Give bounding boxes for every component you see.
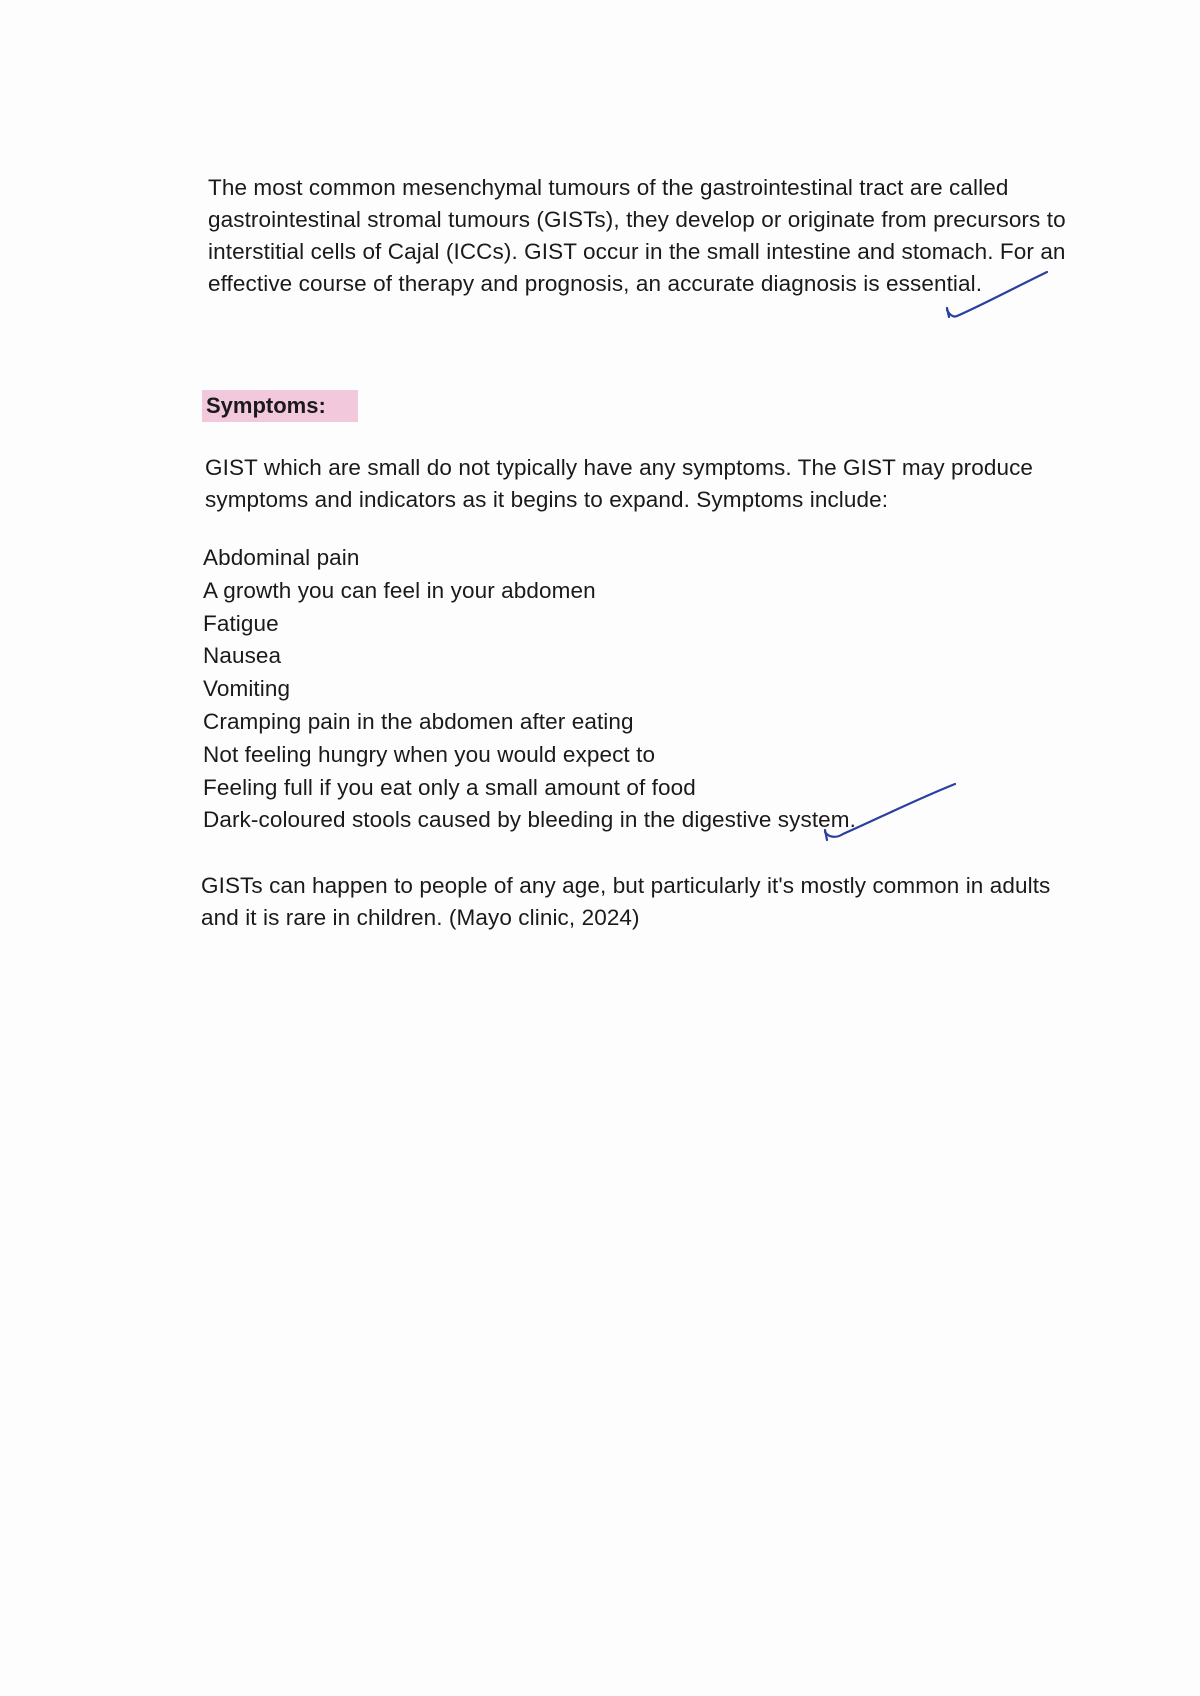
intro-line: The most common mesenchymal tumours of the gastrointestinal tract are called <box>208 175 1009 200</box>
symptoms-intro-line: GIST which are small do not typically have any symptoms. The GIST may produce <box>205 455 1034 480</box>
handwritten-checkmark-icon <box>815 780 965 850</box>
handwritten-checkmark-icon <box>935 268 1055 328</box>
list-item: Feeling full if you eat only a small amount of food <box>203 774 696 800</box>
list-item: A growth you can feel in your abdomen <box>203 577 596 603</box>
symptoms-intro-paragraph <box>205 452 1105 516</box>
intro-line: effective course of therapy and prognosis, an accurate diagnosis is essential. <box>208 271 983 296</box>
closing-paragraph <box>201 870 1101 934</box>
list-item: Abdominal pain <box>203 545 360 570</box>
section-heading: Symptoms: <box>202 390 358 422</box>
list-item: Not feeling hungry when you would expect to <box>203 741 656 767</box>
symptom-list <box>203 542 1103 837</box>
closing-line: GISTs can happen to people of any age, but particularly it's mostly common in adults <box>201 873 1051 898</box>
list-item: Cramping pain in the abdomen after eating <box>203 708 634 734</box>
symptoms-intro-line: symptoms and indicators as it begins to expand. Symptoms include: <box>205 487 889 512</box>
symptoms-heading-wrap <box>202 390 358 422</box>
closing-line: and it is rare in children. (Mayo clinic, 2024) <box>201 905 640 930</box>
intro-line: interstitial cells of Cajal (ICCs). GIST occur in the small intestine and stomach. For an <box>208 239 1066 264</box>
list-item: Nausea <box>203 643 282 669</box>
list-item: Dark-coloured stools caused by bleeding in the digestive system. <box>203 807 856 833</box>
list-item: Fatigue <box>203 610 279 636</box>
list-item: Vomiting <box>203 676 291 702</box>
intro-line: gastrointestinal stromal tumours (GISTs), they develop or originate from precursors to <box>208 207 1066 232</box>
